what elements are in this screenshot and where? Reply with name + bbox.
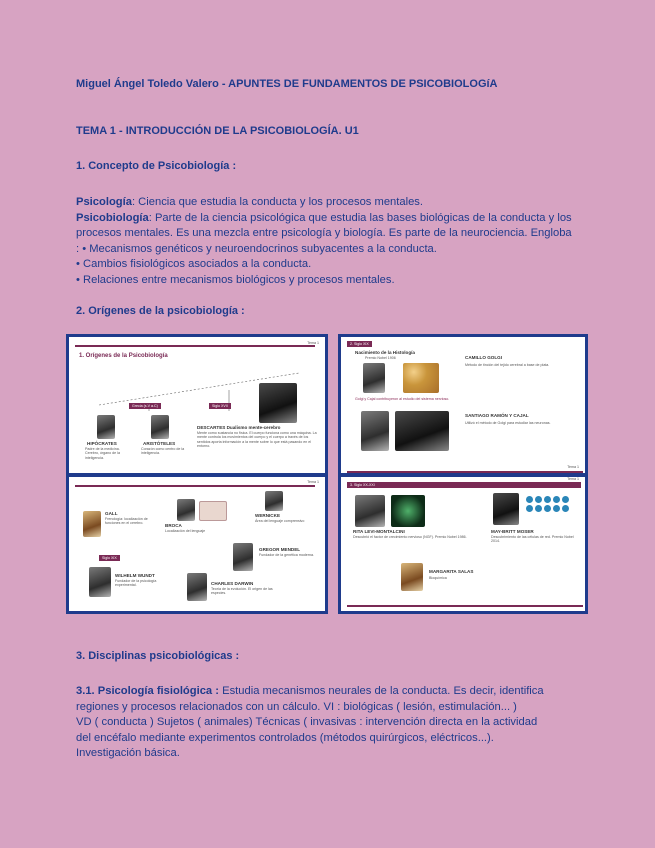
section1-heading: 1. Concepto de Psicobiología : <box>76 160 237 172</box>
cajal-text: Utilizó el método de Golgi para estudiar las neuronas. <box>465 421 551 425</box>
golgi-name: CAMILLO GOLGI <box>465 355 503 360</box>
cajal-portrait <box>361 411 389 451</box>
wernicke-portrait <box>265 491 283 511</box>
slide-tag: Tema 1 <box>307 480 319 484</box>
wernicke-name: WERNICKE <box>255 513 281 518</box>
slide-20th-century <box>338 474 588 614</box>
salas-portrait <box>401 563 423 591</box>
mendel-text: Fundador de la genética moderna. <box>259 553 314 557</box>
descartes-portrait <box>259 383 297 423</box>
histology-heading: Nacimiento de la Histología <box>355 350 415 355</box>
slide-title: 2. Siglo XIX <box>347 341 372 347</box>
origins-slides <box>66 334 588 614</box>
tema-title: TEMA 1 - INTRODUCCIÓN DE LA PSICOBIOLOGÍA. U1 <box>76 125 359 137</box>
mendel-name: GREGOR MENDEL <box>259 547 301 552</box>
psicologia-text: : Ciencia que estudia la conducta y los procesos mentales. <box>131 196 424 208</box>
section31-line2: regiones y procesos relacionados con un cálculo. VI : biológicas ( lesión, estimulación... ) <box>76 700 517 713</box>
slide-bottom-bar <box>347 471 583 473</box>
moser-text: Descubrimiento de las células de red. Premio Nobel 2014. <box>491 535 574 544</box>
mendel-portrait <box>233 543 253 571</box>
wernicke-text: Área del lenguaje comprensivo <box>255 519 305 523</box>
descartes-text: Mente como sustancia no física. El cuerpo funciona como una máquina. La mente controla los movimientos del cuerpo y el cuerpo a través de los sentidos aporta información a la mente sobre lo que está pasando en el entorno. <box>197 431 317 449</box>
slide-title: 3. Siglo XX-XXI <box>347 482 581 488</box>
levi-portrait <box>355 495 385 527</box>
slide-title-bar <box>75 345 315 347</box>
hipocrates-text: Padre de la medicina. Cerebro, órgano de la inteligencia. <box>85 447 120 460</box>
broca-name: BROCA <box>165 523 182 528</box>
hipocrates-portrait <box>97 415 115 439</box>
slide-tag: Tema 1 <box>307 341 319 345</box>
section31-line1 <box>76 684 586 700</box>
section31-line4: del encéfalo mediante experimentos controlados (métodos quirúrgicos, eléctricos...). <box>76 731 494 744</box>
descartes-name: DESCARTES Dualismo mente-cerebro <box>197 425 281 430</box>
aristoteles-text: Corazón como centro de la inteligencia. <box>141 447 185 456</box>
gall-text: Frenología: localización de funciones en el cerebro. <box>105 517 148 526</box>
document-author-title: Miguel Ángel Toledo Valero - APUNTES DE FUNDAMENTOS DE PSICOBIOLOGíA <box>76 78 498 90</box>
section31-body <box>76 684 586 762</box>
psicologia-definition <box>76 195 576 211</box>
levi-name: RITA LEVI-MONTALCINI <box>353 529 405 534</box>
bullet-item: • Cambios fisiológicos asociados a la conducta. <box>76 258 312 271</box>
hipocrates-name: HIPÓCRATES <box>87 441 117 446</box>
gall-name: GALL <box>105 511 118 516</box>
section2-heading: 2. Orígenes de la psicobiología : <box>76 305 245 317</box>
section31-line5: Investigación básica. <box>76 747 180 760</box>
brain-image <box>199 501 227 521</box>
slide-bottom-bar <box>347 605 583 607</box>
section3-heading: 3. Disciplinas psicobiológicas : <box>76 650 240 662</box>
slide-origins-greece <box>66 334 328 476</box>
bullet-item: • Relaciones entre mecanismos biológicos y procesos mentales. <box>76 273 395 286</box>
slide-19th-century <box>66 474 328 614</box>
slide-title-bar <box>75 485 315 487</box>
golgi-portrait <box>363 363 385 393</box>
broca-text: Localización del lenguaje <box>165 529 206 533</box>
salas-name: MARGARITA SALAS <box>429 569 474 574</box>
golgi-text: Método de tinción del tejido cerebral a base de plata. <box>465 363 550 367</box>
section31-line3: VD ( conducta ) Sujetos ( animales) Técnicas ( invasivas : intervención directa en la actividad <box>76 716 538 729</box>
moser-name: MAY-BRITT MOSER <box>491 529 534 534</box>
slide-tag: Tema 1 <box>567 465 579 469</box>
wundt-text: Fundador de la psicología experimental. <box>115 579 157 588</box>
aristoteles-portrait <box>151 415 169 439</box>
histology-caption: Golgi y Cajal contribuyeron al estudio del sistema nervioso. <box>355 397 450 401</box>
broca-portrait <box>177 499 195 521</box>
section31-term: 3.1. Psicología fisiológica : <box>76 685 219 697</box>
cajal-name: SANTIAGO RAMÓN Y CAJAL <box>465 413 529 418</box>
ngf-image <box>391 495 425 527</box>
gall-portrait <box>83 511 101 537</box>
aristoteles-name: ARISTÓTELES <box>143 441 176 446</box>
salas-text: Bioquímica <box>429 576 447 580</box>
psicobiologia-term: Psicobiología <box>76 211 149 224</box>
era-chip: Siglo XVII <box>209 403 231 409</box>
slide-histology <box>338 334 588 476</box>
neurons-image <box>403 363 439 393</box>
darwin-text: Teoría de la evolución. El origen de las especies. <box>211 587 273 596</box>
psicobiologia-text: : Parte de la ciencia psicológica que estudia las bases biológicas de la conducta y los procesos mentales. Es una mezcla entre psicología y biología. Es parte de la neurociencia. Engloba : • Mecanismos genéticos y neuroendocrinos subyacentes a la conducta. <box>76 211 572 255</box>
slide-tag: Tema 1 <box>567 477 579 481</box>
darwin-name: CHARLES DARWIN <box>211 581 254 586</box>
section1-body <box>76 195 576 289</box>
psicobiologia-definition <box>76 211 576 258</box>
era-chip: Grecia (s.V a.C) <box>129 403 161 409</box>
era-chip: Siglo XIX <box>99 555 120 561</box>
levi-text: Descubrió el factor de crecimiento nervioso (NGF). Premio Nobel 1986. <box>353 535 467 539</box>
section31-text: Estudia mecanismos neurales de la conducta. Es decir, identifica <box>219 685 544 697</box>
wundt-name: WILHELM WUNDT <box>115 573 155 578</box>
wundt-portrait <box>89 567 111 597</box>
slide-title: 1. Orígenes de la Psicobiología <box>79 353 168 359</box>
psicologia-term: Psicología <box>76 196 132 208</box>
darwin-portrait <box>187 573 207 601</box>
grid-cells-image <box>525 495 577 513</box>
histology-sub: Premio Nobel 1906 <box>365 356 396 360</box>
cajal-lab-image <box>395 411 449 451</box>
moser-portrait <box>493 493 519 525</box>
